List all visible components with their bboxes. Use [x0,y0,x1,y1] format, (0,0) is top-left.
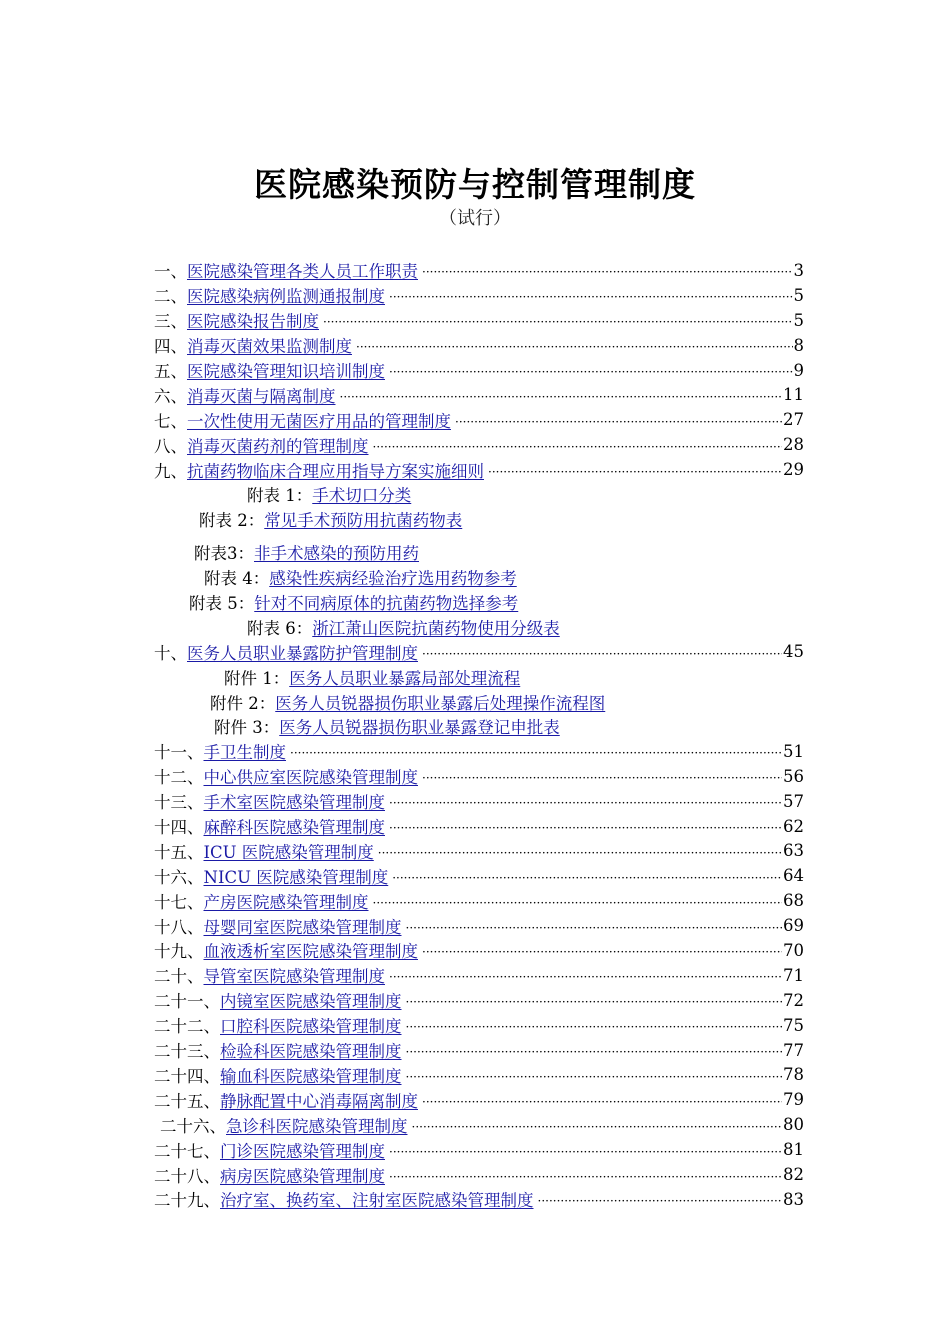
toc-entry-link[interactable]: 门诊医院感染管理制度 [220,1141,385,1161]
toc-entry-number: 十、 [154,643,187,663]
toc-entry-link[interactable]: 抗菌药物临床合理应用指导方案实施细则 [187,461,484,481]
toc-entry-link[interactable]: 消毒灭菌与隔离制度 [187,386,336,406]
toc-entry[interactable] [154,789,804,814]
toc-entry-number: 二十九、 [154,1191,220,1211]
toc-page-number: 29 [783,460,804,480]
toc-entry-link[interactable]: 母婴同室医院感染管理制度 [203,917,402,937]
toc-entry-link[interactable]: 内镜室医院感染管理制度 [220,992,402,1012]
toc-page-number: 57 [783,791,804,811]
toc-entry-number: 二十六、 [160,1116,226,1136]
toc-sub-entry-link[interactable]: 感染性疾病经验治疗选用药物参考 [269,569,517,589]
dot-leader [290,746,782,760]
toc-entry-link[interactable]: 医院感染管理知识培训制度 [187,362,385,381]
dot-leader [412,1120,783,1134]
toc-entry-link[interactable]: 一次性使用无菌医疗用品的管理制度 [187,411,451,431]
toc-entry-number: 二十八、 [154,1166,220,1186]
dot-leader [389,796,782,810]
toc-entry-link[interactable]: 导管室医院感染管理制度 [203,967,385,987]
toc-entry-number: 十九、 [154,942,204,962]
toc-entry-link[interactable]: 手术室医院感染管理制度 [203,793,385,813]
toc-entry-number: 二十三、 [154,1042,220,1062]
toc-sub-entry[interactable] [154,565,804,590]
toc-entry-number: 十六、 [154,867,204,887]
dot-leader [406,1045,783,1059]
toc-entry-link[interactable]: 血液透析室医院感染管理制度 [203,942,418,962]
toc-sub-entry-link[interactable]: 非手术感染的预防用药 [254,544,419,564]
toc-entry-link[interactable]: NICU 医院感染管理制度 [203,867,389,887]
toc-entry[interactable] [154,1187,804,1212]
toc-entry-link[interactable]: 医务人员职业暴露防护管理制度 [187,643,418,663]
toc-page-number: 82 [783,1165,804,1184]
toc-sub-entry[interactable] [154,714,804,739]
toc-sub-entry-label: 附表 2： [199,511,265,531]
table-of-contents [154,258,804,1212]
toc-entry-link[interactable]: 麻醉科医院感染管理制度 [203,818,385,838]
toc-entry[interactable] [154,1038,804,1063]
toc-entry-link[interactable]: ICU 医院感染管理制度 [203,842,374,862]
toc-page-number: 28 [783,435,804,455]
toc-page-number: 9 [793,360,804,380]
toc-entry-number: 二十七、 [154,1141,220,1161]
page-subtitle: （试行） [439,208,511,229]
toc-page-number: 77 [783,1040,804,1060]
toc-sub-entry[interactable] [154,507,804,532]
toc-entry-link[interactable]: 医院感染管理各类人员工作职责 [187,262,418,282]
toc-entry-number: 九、 [154,461,187,481]
toc-page-number: 5 [793,310,804,330]
toc-sub-entry[interactable] [154,590,804,615]
toc-entry[interactable] [154,382,804,407]
dot-leader [389,1170,782,1184]
toc-entry[interactable] [154,814,804,839]
dot-leader [389,365,793,379]
toc-entry-number: 二十二、 [154,1017,220,1037]
toc-page-number: 27 [783,410,804,430]
dot-leader [323,315,793,329]
toc-entry[interactable] [154,333,804,358]
toc-entry[interactable] [154,888,804,913]
dot-leader [389,290,793,304]
dot-leader [422,647,782,661]
toc-page-number: 11 [783,385,804,405]
toc-entry[interactable] [154,407,804,432]
toc-entry-number: 七、 [154,411,187,431]
dot-leader [392,871,782,885]
toc-entry-number: 五、 [154,362,187,381]
toc-entry-link[interactable]: 输血科医院感染管理制度 [220,1066,402,1086]
toc-sub-entry[interactable] [154,614,804,639]
toc-entry[interactable] [154,1087,804,1112]
toc-entry-number: 二十五、 [154,1091,220,1111]
toc-entry[interactable] [154,432,804,457]
toc-sub-entry-link[interactable]: 医务人员职业暴露局部处理流程 [289,668,521,688]
toc-entry-number: 八、 [154,436,187,456]
toc-entry-link[interactable]: 静脉配置中心消毒隔离制度 [220,1091,418,1111]
toc-page-number: 81 [783,1140,804,1160]
toc-sub-entry-label: 附件 3： [214,718,280,738]
dot-leader [422,771,782,785]
toc-page-number: 80 [783,1115,804,1135]
toc-sub-entry[interactable] [154,482,804,507]
dot-leader [406,1070,783,1084]
toc-entry-number: 三、 [154,312,187,332]
dot-leader [340,390,783,404]
toc-page-number: 8 [793,335,804,355]
toc-entry[interactable] [154,639,804,664]
toc-entry-number: 十四、 [154,818,204,838]
toc-sub-entry-label: 附表 4： [204,569,270,589]
dot-leader [389,970,782,984]
toc-page-number: 83 [783,1189,804,1209]
toc-page-number: 5 [793,285,804,305]
toc-sub-entry-label: 附件 2： [210,693,276,713]
toc-page-number: 51 [783,741,804,761]
toc-entry[interactable] [154,1063,804,1088]
toc-entry-link[interactable]: 消毒灭菌药剂的管理制度 [187,436,369,456]
toc-sub-entry[interactable] [154,540,804,565]
dot-leader [406,921,783,935]
toc-page-number: 3 [793,260,804,280]
toc-entry-number: 四、 [154,337,187,357]
toc-entry-link[interactable]: 消毒灭菌效果监测制度 [187,337,352,357]
dot-leader [488,465,782,479]
toc-sub-entry-link[interactable]: 手术切口分类 [312,486,412,506]
toc-entry-number: 十五、 [154,842,204,862]
toc-sub-entry[interactable] [154,664,804,689]
dot-leader [422,1095,782,1109]
toc-entry-link[interactable]: 治疗室、换药室、注射室医院感染管理制度 [220,1191,534,1211]
toc-entry[interactable] [154,988,804,1013]
toc-entry[interactable] [154,764,804,789]
toc-entry-number: 十七、 [154,892,204,912]
toc-entry[interactable] [154,913,804,938]
toc-entry-number: 十二、 [154,768,204,788]
dot-leader [422,945,782,959]
toc-sub-entry-link[interactable]: 医务人员锐器损伤职业暴露登记申批表 [279,718,560,738]
toc-entry-number: 十三、 [154,793,204,813]
toc-entry-link[interactable]: 医院感染病例监测通报制度 [187,287,385,307]
toc-page-number: 70 [783,940,804,960]
toc-sub-entry[interactable] [154,689,804,714]
toc-sub-entry-label: 附表 5： [189,594,255,614]
toc-sub-entry-label: 附表 1： [247,486,313,506]
dot-leader [389,821,782,835]
toc-page-number: 79 [783,1090,804,1110]
toc-sub-entry-label: 附件 1： [224,668,290,688]
dot-leader [406,1020,783,1034]
dot-leader [373,440,783,454]
toc-entry[interactable] [154,1137,804,1162]
dot-leader [356,340,793,354]
toc-entry-number: 二十四、 [154,1066,220,1086]
toc-page-number: 69 [783,916,804,936]
toc-page-number: 63 [783,841,804,861]
toc-entry-link[interactable]: 中心供应室医院感染管理制度 [203,768,418,788]
toc-entry[interactable] [154,358,804,383]
toc-entry[interactable] [154,838,804,863]
toc-entry[interactable] [154,258,804,283]
toc-page-number: 78 [783,1065,804,1085]
toc-entry[interactable] [154,863,804,888]
toc-sub-entry-label: 附表 6： [247,618,313,638]
toc-entry-link[interactable]: 口腔科医院感染管理制度 [220,1017,402,1037]
toc-entry-link[interactable]: 病房医院感染管理制度 [220,1166,385,1186]
toc-page-number: 68 [783,891,804,911]
toc-sub-entry-link[interactable]: 浙江萧山医院抗菌药物使用分级表 [312,618,560,638]
toc-sub-entry-link[interactable]: 针对不同病原体的抗菌药物选择参考 [254,594,519,614]
toc-entry[interactable] [154,1112,804,1137]
toc-page-number: 45 [783,642,804,662]
toc-entry[interactable] [154,457,804,482]
toc-entry-link[interactable]: 手卫生制度 [203,743,286,763]
toc-entry-number: 二、 [154,287,187,307]
toc-entry[interactable] [154,938,804,963]
toc-entry-link[interactable]: 产房医院感染管理制度 [203,892,369,912]
page-title: 医院感染预防与控制管理制度 [254,165,696,204]
dot-leader [538,1194,783,1208]
toc-sub-entry-link[interactable]: 常见手术预防用抗菌药物表 [264,511,463,531]
toc-entry-number: 六、 [154,386,187,406]
toc-page-number: 56 [783,766,804,786]
toc-page-number: 71 [783,965,804,985]
toc-page-number: 72 [783,990,804,1010]
toc-entry-number: 十八、 [154,917,204,937]
toc-entry-link[interactable]: 检验科医院感染管理制度 [220,1042,402,1062]
toc-entry-number: 一、 [154,262,187,282]
dot-leader [406,995,783,1009]
dot-leader [455,415,782,429]
toc-entry-number: 二十一、 [154,992,220,1012]
dot-leader [373,896,783,910]
toc-entry-number: 二十、 [154,967,204,987]
toc-sub-entry-link[interactable]: 医务人员锐器损伤职业暴露后处理操作流程图 [275,693,606,713]
toc-entry[interactable] [154,739,804,764]
dot-leader [422,265,793,279]
toc-page-number: 64 [783,866,804,886]
toc-sub-entry-label: 附表3： [194,544,254,564]
toc-entry[interactable] [154,283,804,308]
toc-page-number: 75 [783,1015,804,1035]
toc-entry-link[interactable]: 医院感染报告制度 [187,312,319,332]
toc-entry-link[interactable]: 急诊科医院感染管理制度 [226,1116,408,1136]
toc-page-number: 62 [783,816,804,836]
toc-entry[interactable] [154,963,804,988]
toc-entry[interactable] [154,1013,804,1038]
dot-leader [389,1145,782,1159]
toc-entry[interactable] [154,308,804,333]
toc-entry-number: 十一、 [154,743,204,763]
toc-entry[interactable] [154,1162,804,1187]
dot-leader [378,846,782,860]
